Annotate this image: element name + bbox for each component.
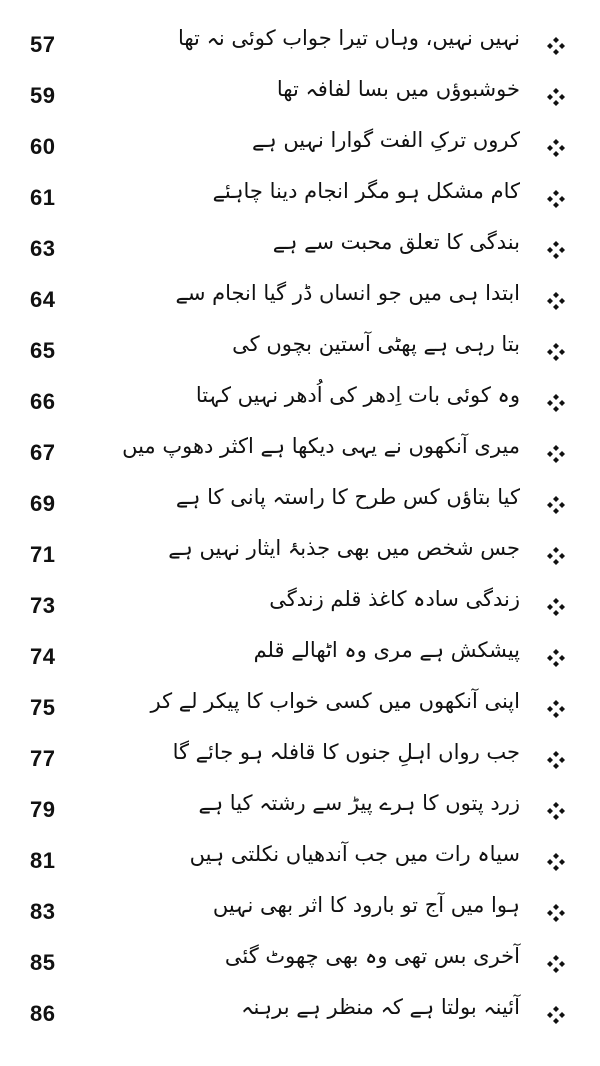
page-number: 64	[30, 287, 56, 312]
page-number: 67	[30, 440, 56, 465]
poem-title: ابتدا ہی میں جو انساں ڈر گیا انجام سے	[175, 281, 520, 305]
toc-entry	[0, 940, 600, 991]
toc-entry	[0, 328, 600, 379]
four-diamond-bullet-icon	[546, 291, 566, 311]
four-diamond-bullet-icon	[546, 699, 566, 719]
poem-title: وہ کوئی بات اِدھر کی اُدھر نہیں کہتا	[195, 383, 520, 407]
poem-title: میری آنکھوں نے یہی دیکھا ہے اکثر دھوپ میں	[122, 434, 520, 458]
poem-title: بتا رہی ہے پھٹی آستین بچوں کی	[232, 332, 520, 356]
four-diamond-bullet-icon	[546, 648, 566, 668]
poem-title: کروں ترکِ الفت گوارا نہیں ہے	[252, 128, 520, 152]
poem-title: کام مشکل ہو مگر انجام دینا چاہئے	[212, 179, 520, 203]
toc-entry	[0, 532, 600, 583]
toc-entry	[0, 175, 600, 226]
poem-title: زرد پتوں کا ہرے پیڑ سے رشتہ کیا ہے	[198, 791, 520, 815]
toc-entry	[0, 685, 600, 736]
page-number: 85	[30, 950, 56, 975]
toc-entry	[0, 838, 600, 889]
toc-entry	[0, 736, 600, 787]
four-diamond-bullet-icon	[546, 36, 566, 56]
four-diamond-bullet-icon	[546, 597, 566, 617]
page-number: 59	[30, 83, 56, 108]
poem-title: زندگی سادہ کاغذ قلم زندگی	[269, 587, 520, 611]
toc-entry	[0, 73, 600, 124]
four-diamond-bullet-icon	[546, 750, 566, 770]
poem-title: جس شخص میں بھی جذبۂ ایثار نہیں ہے	[168, 536, 520, 560]
toc-entry	[0, 226, 600, 277]
page-number: 77	[30, 746, 56, 771]
page-number: 60	[30, 134, 56, 159]
toc-entry	[0, 22, 600, 73]
poem-title: پیشکش ہے مری وہ اٹھالے قلم	[253, 638, 520, 662]
four-diamond-bullet-icon	[546, 954, 566, 974]
page-number: 81	[30, 848, 56, 873]
poem-title: خوشبوؤں میں بسا لفافہ تھا	[276, 77, 520, 101]
toc-entry	[0, 889, 600, 940]
poem-title: ہوا میں آج تو بارود کا اثر بھی نہیں	[212, 893, 520, 917]
page-number: 83	[30, 899, 56, 924]
toc-entry	[0, 379, 600, 430]
four-diamond-bullet-icon	[546, 342, 566, 362]
four-diamond-bullet-icon	[546, 903, 566, 923]
four-diamond-bullet-icon	[546, 495, 566, 515]
poem-title: جب رواں اہلِ جنوں کا قافلہ ہو جائے گا	[172, 740, 520, 764]
four-diamond-bullet-icon	[546, 189, 566, 209]
toc-entry	[0, 787, 600, 838]
page-number: 79	[30, 797, 56, 822]
four-diamond-bullet-icon	[546, 240, 566, 260]
page-number: 75	[30, 695, 56, 720]
poem-title: بندگی کا تعلق محبت سے ہے	[272, 230, 520, 254]
poem-title: سیاہ رات میں جب آندھیاں نکلتی ہیں	[189, 842, 520, 866]
poem-title: اپنی آنکھوں میں کسی خواب کا پیکر لے کر	[150, 689, 520, 713]
poem-title: کیا بتاؤں کس طرح کا راستہ پانی کا ہے	[175, 485, 520, 509]
four-diamond-bullet-icon	[546, 444, 566, 464]
poem-title: آئینہ بولتا ہے کہ منظر ہے برہنہ	[241, 995, 520, 1019]
page-number: 71	[30, 542, 56, 567]
toc-entry	[0, 481, 600, 532]
page-number: 61	[30, 185, 56, 210]
toc-entry	[0, 991, 600, 1042]
page-number: 69	[30, 491, 56, 516]
page-number: 74	[30, 644, 56, 669]
four-diamond-bullet-icon	[546, 87, 566, 107]
page-number: 86	[30, 1001, 56, 1026]
poem-title: نہیں نہیں، وہاں تیرا جواب کوئی نہ تھا	[177, 26, 520, 50]
page-number: 57	[30, 32, 56, 57]
four-diamond-bullet-icon	[546, 138, 566, 158]
four-diamond-bullet-icon	[546, 546, 566, 566]
toc-entry	[0, 277, 600, 328]
four-diamond-bullet-icon	[546, 1005, 566, 1025]
table-of-contents	[0, 22, 600, 1042]
toc-entry	[0, 583, 600, 634]
four-diamond-bullet-icon	[546, 393, 566, 413]
four-diamond-bullet-icon	[546, 852, 566, 872]
page-number: 66	[30, 389, 56, 414]
four-diamond-bullet-icon	[546, 801, 566, 821]
toc-entry	[0, 634, 600, 685]
toc-entry	[0, 430, 600, 481]
page-number: 73	[30, 593, 56, 618]
page-number: 65	[30, 338, 56, 363]
toc-entry	[0, 124, 600, 175]
poem-title: آخری بس تھی وہ بھی چھوٹ گئی	[224, 944, 520, 968]
page-number: 63	[30, 236, 56, 261]
